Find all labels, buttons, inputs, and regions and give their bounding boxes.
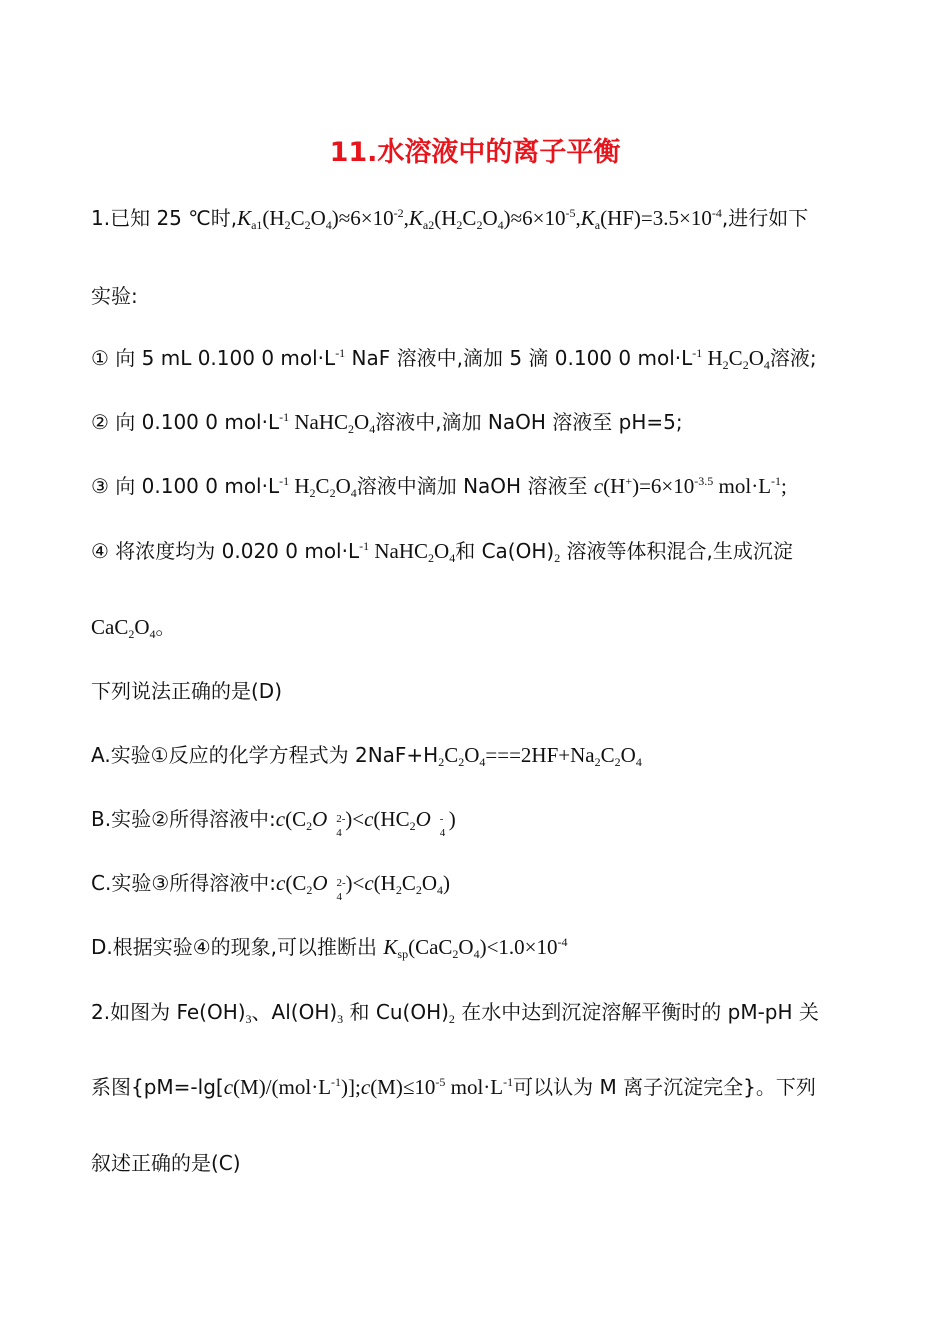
- e2-text-a: ② 向 0.100 0 mol·L: [91, 410, 280, 434]
- c-italic: c: [276, 871, 286, 895]
- c-symbol: C: [290, 206, 305, 230]
- sub: 4: [635, 755, 642, 769]
- sub: 2: [348, 422, 355, 436]
- sub: 2: [306, 819, 313, 833]
- c-symbol: C: [444, 743, 459, 767]
- cac2o4: CaC: [91, 615, 129, 639]
- opt-a-products: ===2HF+Na: [485, 743, 595, 767]
- o-symbol: O: [310, 206, 326, 230]
- sub: 2: [452, 947, 459, 961]
- option-d[interactable]: [91, 932, 568, 962]
- ka1-symbol: K: [237, 206, 252, 230]
- experiment-4: [91, 536, 793, 566]
- charge-stack: 2- 4: [336, 813, 346, 839]
- ksp-subscript: sp: [397, 947, 409, 961]
- exponent: -1: [503, 1075, 514, 1089]
- ka-subscript: a: [594, 218, 601, 232]
- sub: 2: [415, 883, 422, 897]
- e3-text-g: ;: [781, 474, 787, 498]
- e4-text-a: ④ 将浓度均为 0.020 0 mol·L: [91, 539, 360, 563]
- sub: 4: [149, 627, 156, 641]
- sub: 2: [448, 1012, 455, 1026]
- charge-stack: - 4: [439, 813, 446, 839]
- e3-text-a: ③ 向 0.100 0 mol·L: [91, 474, 280, 498]
- sub: 2: [476, 218, 483, 232]
- q2-l2-b: (M)/(mol·L: [233, 1075, 332, 1099]
- exponent: -1: [359, 539, 370, 553]
- q2-line-2: [91, 1072, 816, 1102]
- experiment-3: [91, 471, 787, 501]
- sub: 4: [763, 358, 770, 372]
- sub: 2: [395, 883, 402, 897]
- period: 。: [155, 615, 176, 639]
- e2-formula: NaHC: [289, 410, 349, 434]
- opt-c-h: (H: [373, 871, 396, 895]
- sub: 2: [722, 358, 729, 372]
- q1-intro-end: ,进行如下: [721, 206, 809, 230]
- sub: 2: [306, 883, 313, 897]
- c-symbol: C: [600, 743, 615, 767]
- o-symbol: O: [482, 206, 498, 230]
- e3-text-d: (H: [603, 474, 626, 498]
- sub: 4: [350, 486, 357, 500]
- sub: 2: [309, 486, 316, 500]
- c-italic: c: [364, 871, 374, 895]
- exponent: -1: [692, 346, 703, 360]
- q2-l2-f: mol·L: [445, 1075, 504, 1099]
- option-c[interactable]: [91, 868, 451, 903]
- c-symbol: C: [462, 206, 477, 230]
- opt-b-hc: (HC: [373, 807, 410, 831]
- c-italic: c: [364, 807, 374, 831]
- c-italic: c: [275, 807, 286, 831]
- c-italic: c: [593, 474, 604, 498]
- close-paren: ): [448, 807, 456, 831]
- o-symbol: O: [134, 615, 150, 639]
- e4-text-d: 溶液等体积混合,生成沉淀: [560, 539, 793, 563]
- sub: 2: [458, 755, 465, 769]
- sub: 2: [128, 627, 135, 641]
- sub: 2: [329, 486, 336, 500]
- sub: 4: [449, 551, 456, 565]
- sub: 2: [554, 551, 561, 565]
- lt: )<: [345, 871, 365, 895]
- opt-d-value: )<1.0×10: [479, 935, 558, 959]
- q2-text-b: 、Al(OH): [251, 1000, 338, 1024]
- exponent: -2: [393, 206, 404, 220]
- q2-l2-d: )];: [341, 1075, 361, 1099]
- charge-stack: 2- 4: [336, 877, 346, 903]
- q2-l2-g: 可以认为 M 离子沉淀完全}。下列: [513, 1075, 816, 1099]
- ka2-symbol: K: [408, 206, 423, 230]
- opt-d-formula: (CaC: [408, 935, 453, 959]
- sub: 4: [479, 755, 486, 769]
- experiment-4-cont: [91, 612, 176, 642]
- exponent: -1: [771, 474, 782, 488]
- sub: 4: [369, 422, 376, 436]
- e3-text-e: )=6×10: [632, 474, 695, 498]
- experiment-2: [91, 407, 683, 437]
- sub: 2: [438, 755, 445, 769]
- o-symbol: O: [434, 539, 450, 563]
- ka2-subscript: a2: [422, 218, 435, 232]
- c-italic: c: [223, 1075, 234, 1099]
- e1-text-d: 溶液;: [769, 346, 817, 370]
- ka-symbol: K: [580, 206, 595, 230]
- e2-text-c: 溶液中,滴加 NaOH 溶液至 pH=5;: [375, 410, 683, 434]
- sub: 4: [497, 218, 504, 232]
- experiment-1: [91, 343, 817, 373]
- exponent: -5: [565, 206, 576, 220]
- o-symbol: O: [748, 346, 764, 370]
- close-paren: ): [443, 871, 451, 895]
- ka1-value: )≈6×10: [331, 206, 394, 230]
- o-symbol: O: [312, 871, 328, 895]
- e1-text-b: NaF 溶液中,滴加 5 滴 0.100 0 mol·L: [345, 346, 693, 370]
- sub: 2: [428, 551, 435, 565]
- q2-line-3: 叙述正确的是(C): [91, 1151, 241, 1175]
- exponent: -3.5: [694, 474, 714, 488]
- q2-text-a: 2.如图为 Fe(OH): [91, 1000, 246, 1024]
- ka2-value: )≈6×10: [503, 206, 566, 230]
- c-symbol: C: [401, 871, 416, 895]
- o-symbol: O: [312, 807, 328, 831]
- opt-d-text: D.根据实验④的现象,可以推断出: [91, 935, 384, 959]
- e1-formula: H: [702, 346, 723, 370]
- o-symbol: O: [354, 410, 370, 434]
- ka-hf-value: (HF)=3.5×10: [600, 206, 712, 230]
- q2-l2-e: (M)≤10: [370, 1075, 436, 1099]
- sub: 2: [304, 218, 311, 232]
- q2-l2-a: 系图{pM=-lg[: [91, 1075, 224, 1099]
- exponent: -1: [335, 346, 346, 360]
- q2-text-c: 和 Cu(OH): [343, 1000, 449, 1024]
- exponent: -1: [279, 410, 290, 424]
- formula-h2c2o4-a: (H: [262, 206, 285, 230]
- e3-formula: H: [289, 474, 310, 498]
- opt-b-ion: (C: [285, 807, 307, 831]
- sub: 2: [742, 358, 749, 372]
- sub: 4: [437, 883, 444, 897]
- sub: 3: [337, 1012, 344, 1026]
- q1-line-1: 1.已知 25 ℃时$,K_{a1}(H_2C_2O_4)\approx 6\times 10^{-2},K_{a2}(H_2C_2O_4)\approx 6\times 10^{-5},K_a(HF)=3.5\times 10^{-4}$,进行如下: [91, 206, 809, 232]
- c-symbol: C: [728, 346, 743, 370]
- sub: 2: [594, 755, 601, 769]
- e4-text-c: 和 Ca(OH): [455, 539, 555, 563]
- e3-text-c: 溶液中滴加 NaOH 溶液至: [356, 474, 594, 498]
- q1-ask: 下列说法正确的是(D): [91, 679, 283, 703]
- opt-a-text: A.实验①反应的化学方程式为 2NaF+H: [91, 743, 439, 767]
- sub: 2: [409, 819, 416, 833]
- ka1-subscript: a1: [251, 218, 263, 232]
- page-title: 11.水溶液中的离子平衡: [329, 137, 621, 168]
- q1-line-2: 实验:: [91, 284, 138, 308]
- sub: 4: [473, 947, 480, 961]
- exponent: -4: [711, 206, 722, 220]
- o-symbol: O: [335, 474, 351, 498]
- o-symbol: O: [464, 743, 480, 767]
- sub: 2: [614, 755, 621, 769]
- exponent: -1: [279, 474, 290, 488]
- sub: 4: [325, 218, 332, 232]
- sub: 2: [284, 218, 291, 232]
- exponent: -5: [435, 1075, 446, 1089]
- o-symbol: O: [458, 935, 474, 959]
- lt: )<: [345, 807, 365, 831]
- opt-c-text: C.实验③所得溶液中:: [91, 871, 276, 895]
- q2-line-1: [91, 997, 819, 1027]
- opt-c-ion: (C: [285, 871, 307, 895]
- exponent: -4: [557, 935, 568, 949]
- e1-text-a: ① 向 5 mL 0.100 0 mol·L: [91, 346, 336, 370]
- e3-text-f: mol·L: [713, 474, 772, 498]
- o-symbol: O: [620, 743, 636, 767]
- q1-intro: 1.已知 25 ℃时,: [91, 206, 238, 230]
- c-symbol: C: [315, 474, 330, 498]
- q2-text-d: 在水中达到沉淀溶解平衡时的 pM-pH 关: [454, 1000, 819, 1024]
- c-italic: c: [360, 1075, 371, 1099]
- o-symbol: O: [421, 871, 438, 895]
- o-symbol: O: [415, 807, 431, 831]
- opt-b-text: B.实验②所得溶液中:: [91, 807, 276, 831]
- sub: 2: [456, 218, 463, 232]
- formula-h2c2o4-b: (H: [434, 206, 457, 230]
- option-b[interactable]: [91, 804, 456, 839]
- exponent: -1: [331, 1075, 342, 1089]
- option-a[interactable]: [91, 740, 642, 770]
- e4-formula: NaHC: [369, 539, 429, 563]
- ksp-symbol: K: [383, 935, 398, 959]
- plus-charge: +: [625, 474, 633, 488]
- sub: 3: [245, 1012, 252, 1026]
